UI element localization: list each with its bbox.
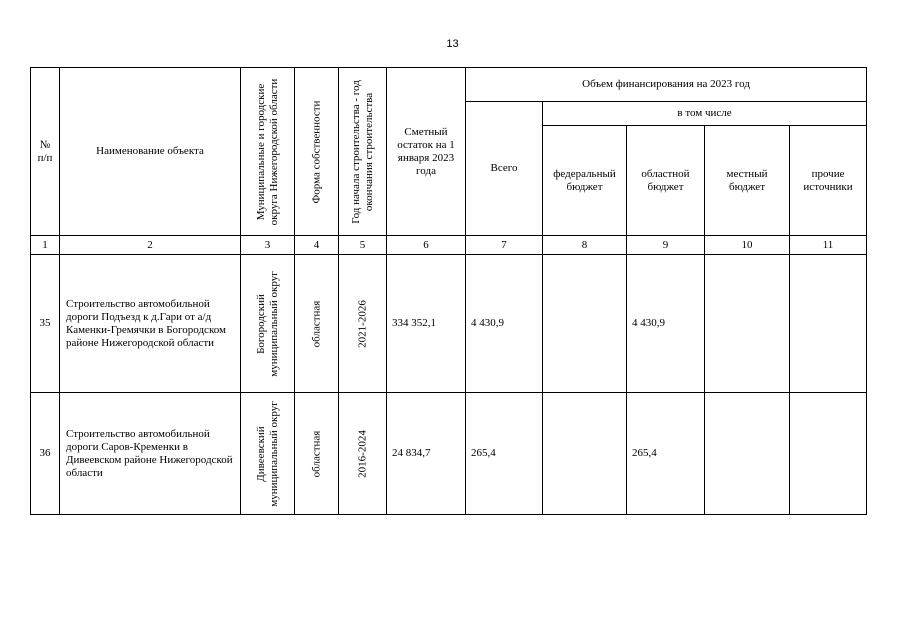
column-number: 2 xyxy=(60,236,241,255)
header-years: Год начала строительства - год окончания строительства xyxy=(339,68,387,236)
row-remaining: 334 352,1 xyxy=(387,255,466,393)
row-num: 35 xyxy=(31,255,60,393)
column-number: 6 xyxy=(387,236,466,255)
row-federal xyxy=(543,255,627,393)
row-ownership: областная xyxy=(295,393,339,515)
header-including: в том числе xyxy=(543,102,867,126)
column-number: 1 xyxy=(31,236,60,255)
header-num: № п/п xyxy=(31,68,60,236)
row-municipality: Дивеевский муниципальный округ xyxy=(241,393,295,515)
row-regional: 265,4 xyxy=(627,393,705,515)
header-total: Всего xyxy=(466,102,543,236)
header-local: местный бюджет xyxy=(705,126,790,236)
column-number: 8 xyxy=(543,236,627,255)
header-funding: Объем финансирования на 2023 год xyxy=(466,68,867,102)
row-name: Строительство автомобильной дороги Саров-Кременки в Дивеевском районе Нижегородской области xyxy=(60,393,241,515)
header-row-1 xyxy=(31,68,867,102)
header-other: прочие источники xyxy=(790,126,867,236)
header-ownership: Форма собственности xyxy=(295,68,339,236)
header-municipal: Муниципальные и городские округа Нижегородской области xyxy=(241,68,295,236)
table-row xyxy=(31,255,867,393)
column-number: 3 xyxy=(241,236,295,255)
row-other xyxy=(790,393,867,515)
header-regional: областной бюджет xyxy=(627,126,705,236)
row-federal xyxy=(543,393,627,515)
row-regional: 4 430,9 xyxy=(627,255,705,393)
financing-table xyxy=(30,67,867,515)
table-row xyxy=(31,393,867,515)
column-number: 5 xyxy=(339,236,387,255)
row-total: 265,4 xyxy=(466,393,543,515)
page-number: 13 xyxy=(446,38,459,50)
header-name: Наименование объекта xyxy=(60,68,241,236)
row-name: Строительство автомобильной дороги Подъезд к д.Гари от а/д Каменки-Гремячки в Богородском районе Нижегородской области xyxy=(60,255,241,393)
header-federal: федеральный бюджет xyxy=(543,126,627,236)
row-years: 2021-2026 xyxy=(339,255,387,393)
row-municipality: Богородский муниципальный округ xyxy=(241,255,295,393)
column-number: 4 xyxy=(295,236,339,255)
row-years: 2016-2024 xyxy=(339,393,387,515)
row-other xyxy=(790,255,867,393)
row-ownership: областная xyxy=(295,255,339,393)
column-number: 9 xyxy=(627,236,705,255)
row-local xyxy=(705,255,790,393)
header-remaining: Сметный остаток на 1 января 2023 года xyxy=(387,68,466,236)
row-num: 36 xyxy=(31,393,60,515)
column-number: 10 xyxy=(705,236,790,255)
column-number: 7 xyxy=(466,236,543,255)
column-numbers-row xyxy=(31,236,867,255)
column-number: 11 xyxy=(790,236,867,255)
row-local xyxy=(705,393,790,515)
row-total: 4 430,9 xyxy=(466,255,543,393)
row-remaining: 24 834,7 xyxy=(387,393,466,515)
